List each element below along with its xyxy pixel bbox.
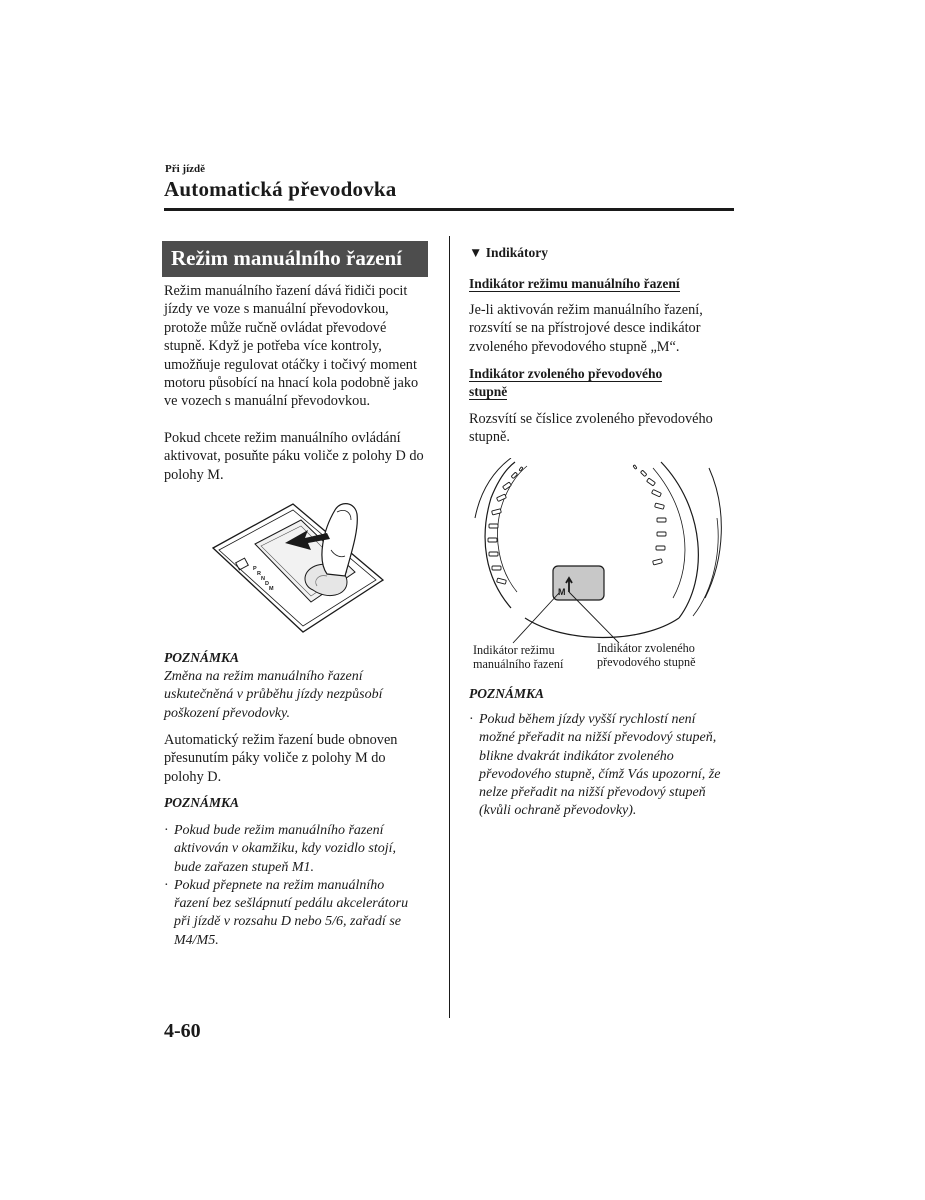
callout-right-line-2: převodového stupně bbox=[597, 655, 696, 669]
gear-indicator-text: Rozsvítí se číslice zvoleného převodového stupně. bbox=[469, 411, 713, 446]
callout-left-line-1: Indikátor režimu bbox=[473, 643, 555, 657]
note-3-list bbox=[469, 711, 731, 821]
callout-right-line-1: Indikátor zvoleného bbox=[597, 641, 695, 655]
position-label: M bbox=[269, 586, 274, 592]
gear-indicator-heading-line-1: Indikátor zvoleného převodového bbox=[469, 366, 663, 381]
note-2-heading: POZNÁMKA bbox=[164, 795, 240, 810]
note-2-list bbox=[164, 822, 422, 950]
manual-mode-indicator-heading-text: Indikátor režimu manuálního řazení bbox=[469, 276, 680, 291]
chapter-title: Automatická převodovka bbox=[164, 177, 397, 201]
page-number: 4-60 bbox=[164, 1020, 201, 1042]
header-rule bbox=[164, 208, 734, 211]
callout-left-line-2: manuálního řazení bbox=[473, 657, 564, 671]
note-1-text: Změna na režim manuálního řazení uskutečněná v průběhu jízdy nezpůsobí poškození převodovky. bbox=[164, 669, 383, 721]
section-heading-rule bbox=[162, 275, 428, 277]
tick-marks-left bbox=[488, 467, 523, 584]
intro-paragraph-1: Režim manuálního řazení dává řidiči pocit jízdy ve voze s manuální převodovkou, protože může ručně ovládat převodové stupně. Když je potřeba více kontroly, umožňuje regulovat otáčky i točivý moment motoru působící na hnací kola podobně jako ve vozech s manuální převodovkou. bbox=[164, 283, 419, 410]
paragraph-3: Automatický režim řazení bude obnoven přesunutím páky voliče z polohy M do polohy D. bbox=[164, 732, 398, 785]
position-label: P bbox=[253, 566, 257, 572]
list-item: · Pokud bude režim manuálního řazení aktivován v okamžiku, kdy vozidlo stojí, bude zařazen stupeň M1. bbox=[164, 822, 422, 877]
position-label: D bbox=[265, 581, 269, 587]
note-1-heading: POZNÁMKA bbox=[164, 650, 240, 665]
callout-right bbox=[597, 641, 696, 669]
list-item: · Pokud přepnete na režim manuálního řazení bez sešlápnutí pedálu akcelerátoru při jízdě v rozsahu D nebo 5/6, zařadí se M4/M5. bbox=[164, 877, 422, 950]
column-divider bbox=[449, 236, 450, 1018]
list-item: · Pokud během jízdy vyšší rychlostí není možné přeřadit na nižší převodový stupeň, blikne dvakrát indikátor zvoleného převodového stupně, čímž Vás upozorní, že nelze přeřadit na nižší převodový stupeň (kvůli ochraně převodovky). bbox=[469, 711, 731, 821]
callout-left bbox=[473, 643, 563, 671]
note-3-heading: POZNÁMKA bbox=[469, 686, 545, 701]
breadcrumb: Při jízdě bbox=[165, 163, 206, 175]
section-heading: Režim manuálního řazení bbox=[162, 241, 428, 275]
position-label: R bbox=[257, 571, 261, 577]
callout-line-left bbox=[513, 593, 559, 643]
instrument-cluster-illustration bbox=[465, 458, 735, 653]
gear-indicator-heading-line-2: stupně bbox=[469, 384, 508, 399]
manual-mode-indicator-text: Je-li aktivován režim manuálního řazení, rozsvítí se na přístrojové desce indikátor zvoleného převodového stupně „M“. bbox=[469, 302, 703, 355]
intro-paragraph-2: Pokud chcete režim manuálního ovládání aktivovat, posuňte páku voliče z polohy D do polohy M. bbox=[164, 430, 424, 483]
manual-mode-indicator-heading bbox=[469, 275, 734, 293]
indicators-heading: ▼ Indikátory bbox=[469, 245, 549, 260]
gear-indicator-heading bbox=[469, 365, 734, 401]
shift-lever-illustration bbox=[205, 490, 395, 640]
position-label: N bbox=[261, 576, 265, 582]
manual-mode-letter: M bbox=[558, 587, 566, 597]
tick-marks-right bbox=[633, 465, 666, 565]
